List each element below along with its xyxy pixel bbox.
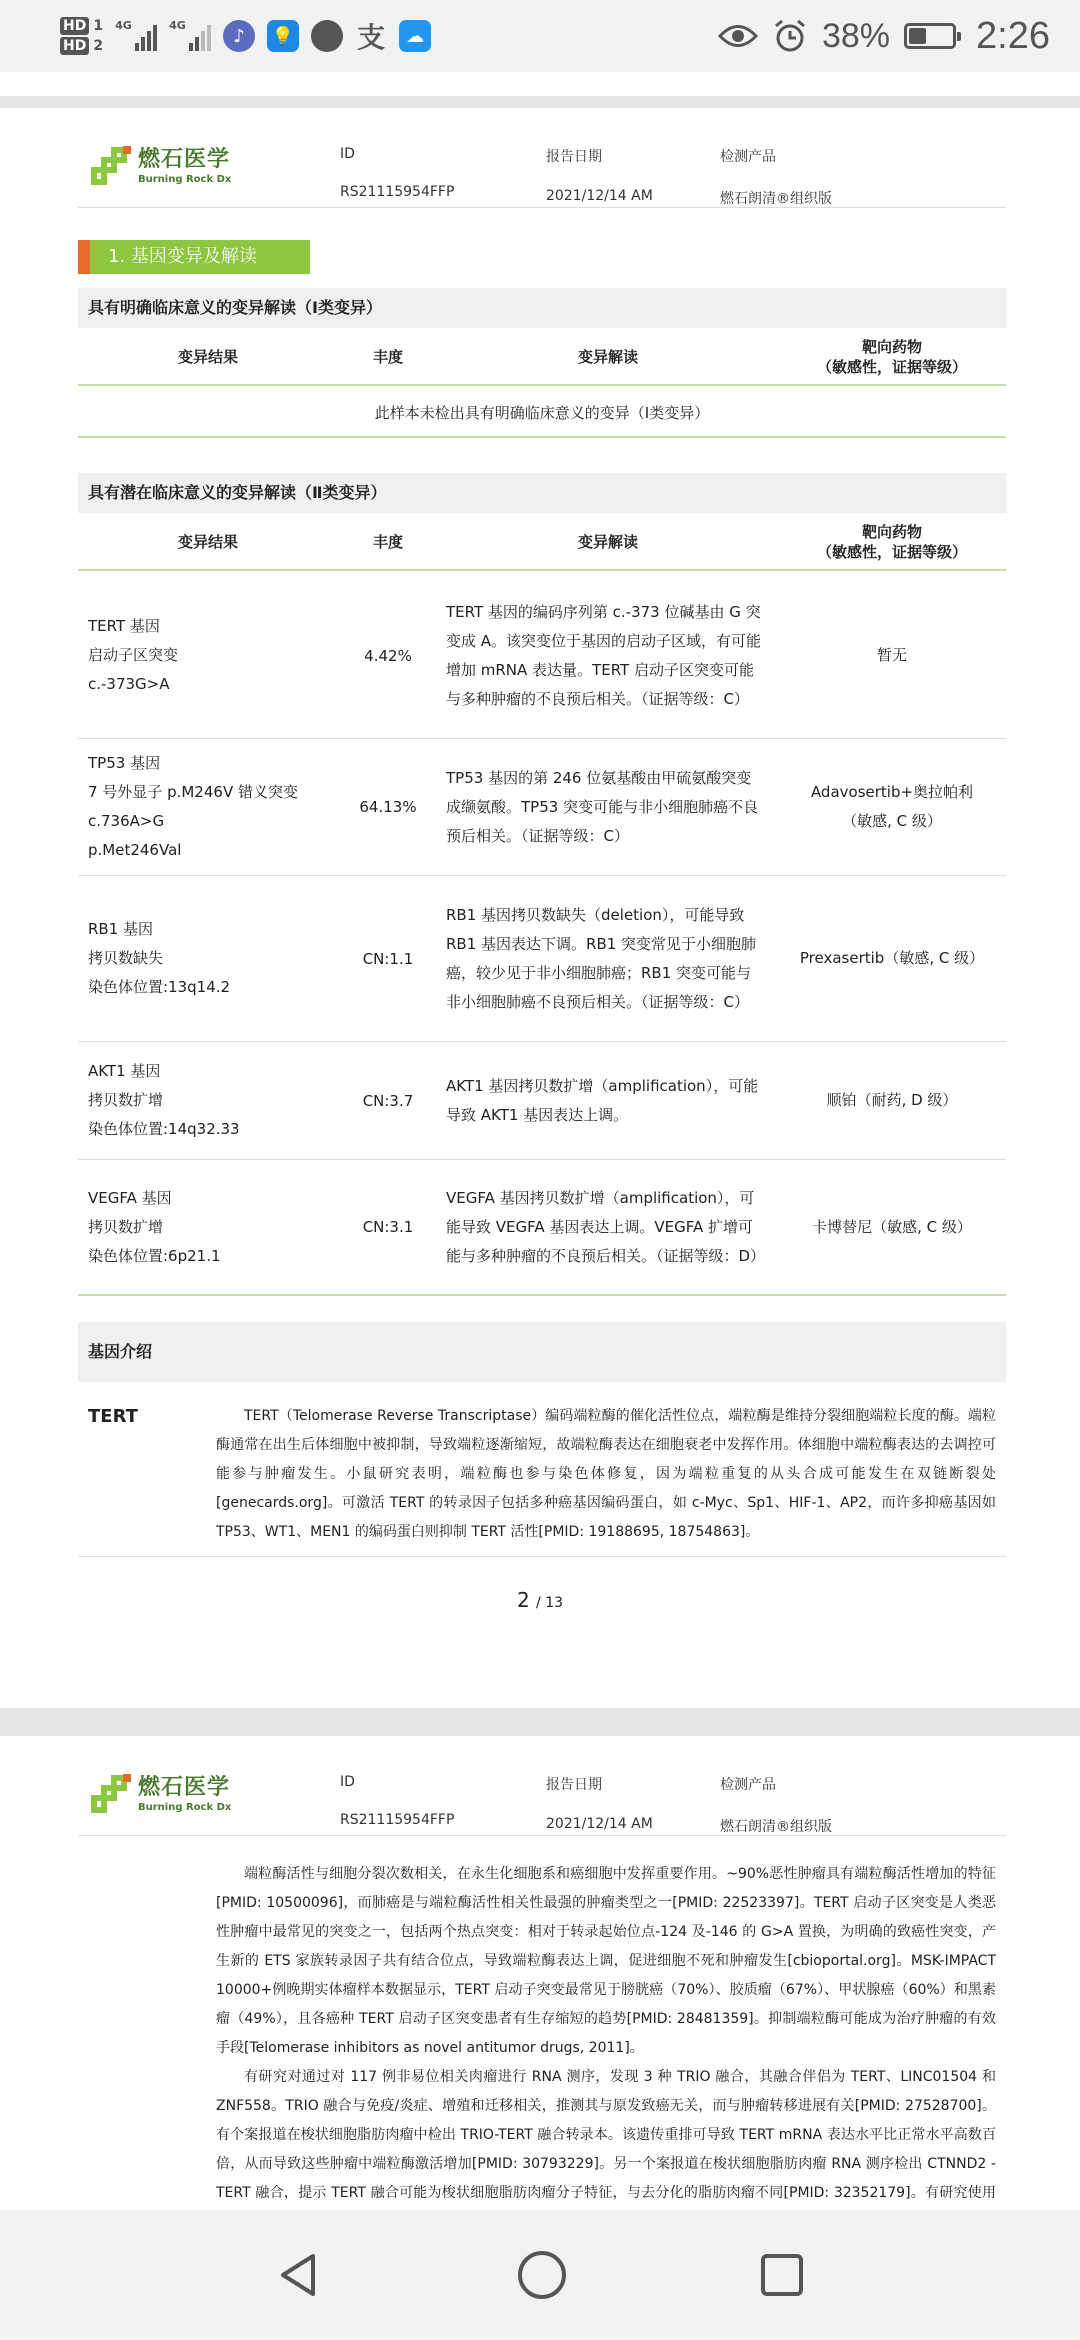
- logo-text-cn: 燃石医学: [138, 147, 231, 172]
- drug-cell: 卡博替尼（敏感, C 级）: [812, 1217, 972, 1236]
- result-line: AKT1 基因: [88, 1062, 161, 1080]
- table-row: [78, 876, 1006, 1042]
- abundance-cell: CN:1.1: [362, 949, 414, 968]
- sim-number-2: 2: [93, 38, 104, 54]
- col-result: 变异结果: [177, 533, 238, 551]
- eye-icon: [718, 23, 758, 49]
- abundance-cell: CN:3.1: [362, 1218, 414, 1236]
- abundance-cell: CN:3.7: [362, 1091, 414, 1110]
- class2-header: [78, 513, 1006, 571]
- network-type-2: 4G: [169, 19, 186, 32]
- back-icon[interactable]: [275, 2250, 325, 2300]
- id-value: RS21115954FFP: [340, 1812, 455, 1828]
- header-product: [720, 1774, 832, 1836]
- sim-indicators: [60, 17, 103, 55]
- hd-badge-2: HD: [60, 37, 89, 55]
- table-row: [78, 1160, 1006, 1296]
- result-line: TP53 基因: [88, 754, 161, 772]
- page-number-total: / 13: [536, 1595, 564, 1611]
- report-page-3: [0, 1736, 1080, 2256]
- signal-icon-2: [169, 21, 211, 51]
- date-label: 报告日期: [546, 1777, 602, 1793]
- id-value: RS21115954FFP: [340, 184, 455, 200]
- paragraph: 有研究对通过对 117 例非易位相关肉瘤进行 RNA 测序，发现 3 种 TRIO 融合，其融合伴侣为 TERT、LINC01504 和 ZNF558。TRIO 融合与免疫/炎症、增殖和迁移相关，推测其与原发致癌无关，而与肿瘤转移进展有关[PMID: 27528700]。有个案报道在梭状细胞脂肪肉瘤中检出 TRIO-TERT 融合转录本。该遗传重排可导致 TERT mRNA 表达水平比正常水平高数百倍，从而导致这些肿瘤中端粒酶激活增加[PMID: 30793229]。另一个案报道在梭状细胞脂肪肉瘤 RNA 测序检出 CTNND2 - TERT 融合，提示 TERT 融合可能为梭状细胞脂肪肉瘤分子特征，与去分化的脂肪肉瘤不同[PMID: 32352179]。有研究使用: [216, 2069, 996, 2201]
- drug-line: Adavosertib+奥拉帕利: [810, 783, 974, 801]
- interpretation-cell: RB1 基因拷贝数缺失（deletion），可能导致 RB1 基因表达下调。RB1 突变常见于小细胞肺癌，较少见于非小细胞肺癌；RB1 突变可能与非小细胞肺癌不良预后相关。（证据等级：C）: [446, 905, 757, 1011]
- music-app-icon: ♪: [223, 20, 255, 52]
- interpretation-cell: VEGFA 基因拷贝数扩增（amplification），可能导致 VEGFA 基因表达上调。VEGFA 扩增可能与多种肿瘤的不良预后相关。（证据等级：D）: [446, 1188, 766, 1265]
- product-value: 燃石朗清®组织版: [720, 1819, 832, 1835]
- gene-intro-title: 基因介绍: [78, 1322, 1006, 1382]
- gene-intro-text: TERT（Telomerase Reverse Transcriptase）编码端粒酶的催化活性位点，端粒酶是维持分裂细胞端粒长度的酶。端粒酶通常在出生后体细胞中被抑制，导致端粒逐渐缩短，故端粒酶表达在细胞衰老中发挥作用。体细胞中端粒酶表达的去调控可能参与肿瘤发生。小鼠研究表明，端粒酶也参与染色体修复，因为端粒重复的从头合成可能发生在双链断裂处[genecards.org]。可激活 TERT 的转录因子包括多种癌基因编码蛋白，如 c-Myc、Sp1、HIF-1、AP2，而许多抑癌基因如 TP53、WT1、MEN1 的编码蛋白则抑制 TERT 活性[PMID: 19188695, 18754863]。: [216, 1408, 996, 1540]
- class1-header: [78, 328, 1006, 386]
- col-abundance: 丰度: [372, 348, 403, 366]
- abundance-cell: 64.13%: [359, 798, 417, 816]
- alipay-app-icon: 支: [357, 21, 386, 54]
- product-value: 燃石朗清®组织版: [720, 191, 832, 207]
- result-line: 拷贝数扩增: [88, 1217, 164, 1236]
- date-label: 报告日期: [546, 149, 602, 165]
- logo-text-cn: 燃石医学: [138, 1775, 231, 1800]
- page-header: [78, 1736, 1006, 1836]
- recents-icon[interactable]: [759, 2252, 805, 2298]
- page-number: [0, 1588, 1080, 1612]
- col-drug: [778, 513, 1006, 571]
- navigation-bar: [0, 2210, 1080, 2340]
- col-interpretation: 变异解读: [577, 348, 638, 366]
- sim-number-1: 1: [93, 18, 104, 34]
- col-abundance: 丰度: [372, 533, 403, 551]
- result-line: c.736A>G: [88, 812, 165, 830]
- divider: [78, 1556, 1006, 1557]
- burning-rock-logo: [90, 1766, 240, 1826]
- signal-icon-1: [115, 21, 157, 51]
- class1-title: 具有明确临床意义的变异解读（Ⅰ类变异）: [78, 288, 1006, 328]
- result-line: RB1 基因: [88, 920, 154, 938]
- hd-badge-1: HD: [60, 17, 89, 35]
- page-header: [78, 108, 1006, 208]
- header-date: [546, 1774, 653, 1832]
- result-line: 启动子区突变: [88, 646, 179, 664]
- interpretation-cell: TP53 基因的第 246 位氨基酸由甲硫氨酸突变成缬氨酸。TP53 突变可能与非小细胞肺癌不良预后相关。（证据等级：C）: [446, 768, 759, 845]
- document-viewer[interactable]: [0, 72, 1080, 2210]
- col-drug-line2: （敏感性，证据等级）: [816, 358, 967, 376]
- result-line: 染色体位置:13q14.2: [88, 978, 231, 996]
- chat-app-icon: [311, 20, 343, 52]
- table-row: [78, 1042, 1006, 1160]
- result-line: 染色体位置:6p21.1: [88, 1246, 221, 1265]
- col-drug-line1: 靶向药物: [861, 338, 922, 356]
- result-line: 拷贝数扩增: [88, 1091, 164, 1109]
- header-id: [340, 1774, 454, 1828]
- id-label: ID: [340, 146, 355, 162]
- class2-title: 具有潜在临床意义的变异解读（Ⅱ类变异）: [78, 473, 1006, 513]
- logo-icon: [90, 144, 136, 190]
- result-line: TERT 基因: [88, 617, 160, 635]
- drug-cell: Prexasertib（敏感, C 级）: [799, 949, 985, 967]
- interpretation-cell: AKT1 基因拷贝数扩增（amplification），可能导致 AKT1 基因表达上调。: [446, 1076, 759, 1124]
- interpretation-cell: TERT 基因的编码序列第 c.-373 位碱基由 G 突变成 A。该突变位于基因的启动子区域，有可能增加 mRNA 表达量。TERT 启动子区突变可能与多种肿瘤的不良预后相关。（证据等级：C）: [446, 602, 762, 708]
- logo-icon: [90, 1772, 136, 1818]
- drug-cell: [778, 739, 1006, 875]
- previous-page-edge: [0, 72, 1080, 96]
- section-title: 1. 基因变异及解读: [78, 240, 310, 274]
- alarm-icon: [772, 18, 808, 54]
- page-number-current: 2: [516, 1588, 530, 1612]
- battery-percent: 38%: [821, 16, 891, 55]
- bulb-app-icon: 💡: [267, 20, 299, 52]
- result-line: 7 号外显子 p.M246V 错义突变: [88, 783, 298, 801]
- col-interpretation: 变异解读: [577, 533, 638, 551]
- result-line: c.-373G>A: [88, 675, 170, 693]
- drug-cell: 顺铂（耐药, D 级）: [826, 1091, 958, 1109]
- clock: 2:26: [976, 14, 1050, 57]
- header-product: [720, 146, 832, 208]
- header-id: [340, 146, 454, 200]
- col-result: 变异结果: [177, 348, 238, 366]
- status-bar: [0, 0, 1080, 72]
- col-drug: [778, 328, 1006, 386]
- logo-text-en: Burning Rock Dx: [138, 174, 232, 185]
- result-line: p.Met246Val: [88, 841, 182, 859]
- col-drug-line1: 靶向药物: [861, 523, 922, 541]
- col-drug-line2: （敏感性，证据等级）: [816, 543, 967, 561]
- header-date: [546, 146, 653, 204]
- drug-line: （敏感, C 级）: [842, 812, 942, 830]
- logo-text-en: Burning Rock Dx: [138, 1802, 232, 1813]
- network-type-1: 4G: [115, 19, 132, 32]
- report-page-2: [0, 108, 1080, 1708]
- cloud-app-icon: ☁: [399, 20, 431, 52]
- home-icon[interactable]: [516, 2249, 568, 2301]
- gene-intro-continued: [216, 1860, 996, 2256]
- product-label: 检测产品: [720, 1777, 776, 1793]
- class1-empty-row: 此样本未检出具有明确临床意义的变异（Ⅰ类变异）: [78, 388, 1006, 438]
- abundance-cell: 4.42%: [364, 646, 412, 665]
- result-line: VEGFA 基因: [88, 1188, 172, 1207]
- gene-name-label: TERT: [88, 1406, 138, 1427]
- product-label: 检测产品: [720, 149, 776, 165]
- date-value: 2021/12/14 AM: [546, 1816, 653, 1832]
- burning-rock-logo: [90, 138, 240, 198]
- result-line: 拷贝数缺失: [88, 949, 164, 967]
- date-value: 2021/12/14 AM: [546, 188, 653, 204]
- result-line: 染色体位置:14q32.33: [88, 1120, 240, 1138]
- id-label: ID: [340, 1774, 355, 1790]
- table-row: [78, 739, 1006, 876]
- table-row: [78, 573, 1006, 739]
- drug-cell: 暂无: [876, 646, 907, 664]
- battery-icon: [904, 23, 956, 49]
- paragraph: 端粒酶活性与细胞分裂次数相关，在永生化细胞系和癌细胞中发挥重要作用。~90%恶性肿瘤具有端粒酶活性增加的特征[PMID: 10500096]，而肺癌是与端粒酶活性相关性最强的肿瘤类型之一[PMID: 22523397]。TERT 启动子区突变是人类恶性肿瘤中最常见的突变之一，包括两个热点突变：相对于转录起始位点-124 及-146 的 G>A 置换，为明确的致癌性突变，产生新的 ETS 家族转录因子共有结合位点，导致端粒酶表达上调，促进细胞不死和肿瘤发生[cbioportal.org]。MSK-IMPACT 10000+例晚期实体瘤样本数据显示，TERT 启动子突变最常见于膀胱癌（70%）、胶质瘤（67%）、甲状腺癌（60%）和黑素瘤（49%），且各癌种 TERT 启动子区突变患者有生存缩短的趋势[PMID: 28481359]。抑制端粒酶可能成为治疗肿瘤的有效手段[Telomerase inhibitors as novel antitumor drugs, 2011]。: [216, 1866, 996, 2056]
